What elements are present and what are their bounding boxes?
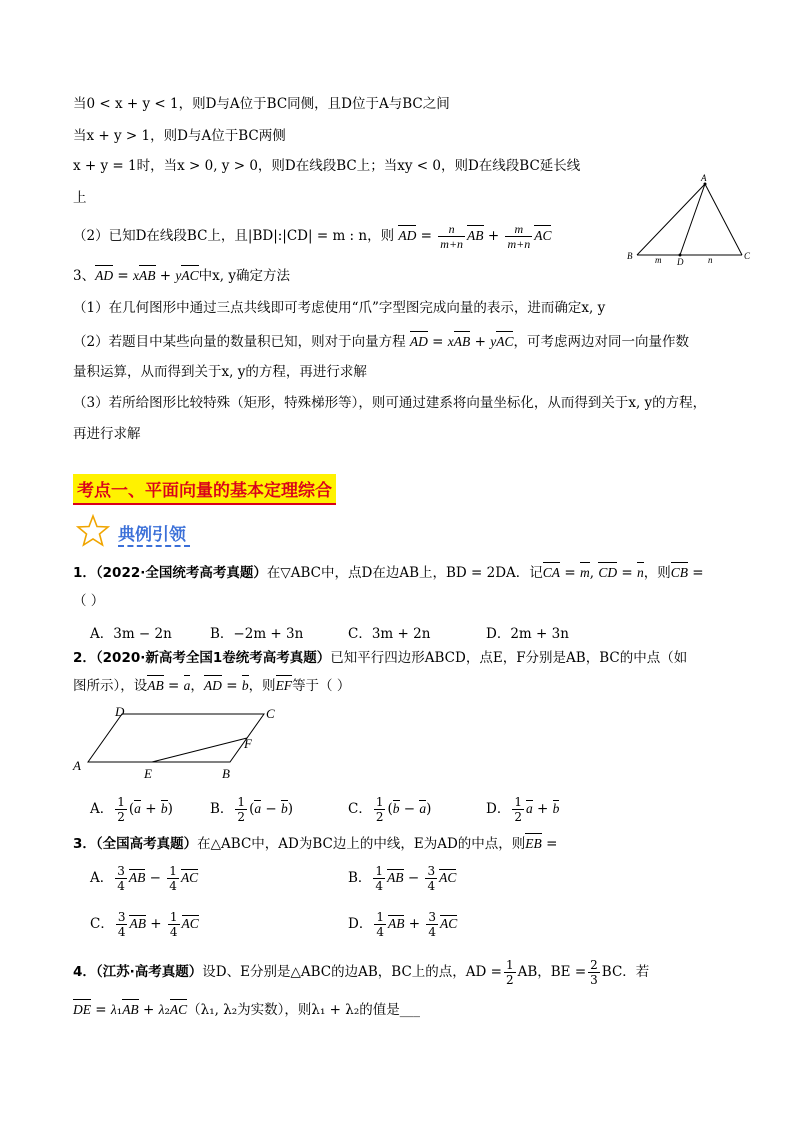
fraction: $\frac{m}{m+n}$ (507, 222, 531, 251)
intro-line-8: 量积运算，从而得到关于x, y的方程，再进行求解 (73, 364, 367, 380)
intro-line-7-text: （2）若题目中某些向量的数量积已知，则对于向量方程 (73, 334, 406, 350)
para-label-B: B (222, 766, 230, 781)
q1-paren: （ ） (73, 593, 105, 609)
vec-AD: AD (95, 266, 113, 286)
intro-line-7-suffix: ，可考虑两边对同一向量作数 (513, 334, 689, 350)
q2-source: （2020·新高考全国1卷统考高考真题） (95, 650, 331, 666)
q2-option-c[interactable]: C． $\frac{1}{2}$ (b − a) (348, 795, 432, 824)
intro-line-4-text: （2）已知D在线段BC上，且|BD|:|CD| = m : n，则 (73, 228, 395, 244)
q4-text: 设D、E分别是△ABC的边AB，BC上的点，AD = (202, 964, 502, 980)
fraction: $\frac{n}{m+n}$ (440, 222, 464, 251)
q2-number: 2． (73, 650, 96, 666)
question-2 (73, 648, 687, 668)
q3-option-a[interactable]: A． $\frac{3}{4}$ AB − $\frac{1}{4}$ AC (90, 864, 199, 893)
vec-AC: AC (534, 226, 551, 246)
q2-text2: 图所示），设 (73, 678, 148, 694)
q4-text2: AB，BE = (517, 964, 587, 980)
q1-text: 在▽ABC中，点D在边AB上，BD = 2DA．记 (266, 565, 543, 581)
intro-line-3b: 上 (73, 190, 87, 206)
intro-line-5-suffix: 中x, y确定方法 (198, 268, 290, 284)
q1-text2: ，则 (643, 565, 671, 581)
example-title: 典例引领 (118, 525, 186, 545)
intro-line-10: 再进行求解 (73, 426, 141, 442)
section-title: 考点一、平面向量的基本定理综合 (73, 474, 336, 505)
question-2-line2: 图所示），设AB = a，AD = b，则EF等于（ ） (73, 678, 351, 694)
vec-AB: AB (454, 332, 471, 352)
q2-text4: 等于（ ） (292, 678, 351, 694)
vec-AD: AD (410, 332, 428, 352)
para-label-F: F (244, 736, 252, 751)
vec-AC: AC (496, 332, 513, 352)
para-label-A: A (73, 758, 81, 773)
intro-line-5: 3、AD = xAB + yAC中x, y确定方法 (73, 268, 290, 284)
q3-option-d[interactable]: D． $\frac{1}{4}$ AB + $\frac{3}{4}$ AC (348, 910, 458, 939)
vec-AC: AC (181, 266, 198, 286)
q2-option-b[interactable]: B． $\frac{1}{2}$ (a − b) (210, 795, 294, 824)
question-4: 4．（江苏·高考真题）设D、E分别是△ABC的边AB，BC上的点，AD = $\frac{1}{2}$ AB，BE = $\frac{2}{3}$ BC．若 (73, 958, 650, 987)
intro-line-6: （1）在几何图形中通过三点共线即可考虑使用“爪”字型图完成向量的表示，进而确定x, y (73, 300, 606, 316)
intro-line-9: （3）若所给图形比较特殊（矩形，特殊梯形等），则可通过建系将向量坐标化，从而得到关于x, y的方程， (73, 395, 707, 411)
q2-text: 已知平行四边形ABCD，点E，F分别是AB，BC的中点（如 (330, 650, 688, 666)
triangle-label-n: n (708, 255, 713, 265)
q3-source: （全国高考真题） (95, 836, 198, 852)
intro-line-7: （2）若题目中某些向量的数量积已知，则对于向量方程 AD = xAB + yAC，可考虑两边对同一向量作数 (73, 334, 689, 350)
triangle-label-C: C (744, 251, 751, 261)
parallelogram-figure (70, 700, 290, 782)
question-4-line2: DE = λ₁AB + λ₂AC（λ₁, λ₂为实数），则λ₁ + λ₂的值是___ (73, 1002, 420, 1018)
intro-line-1: 当0 < x + y < 1，则D与A位于BC同侧，且D位于A与BC之间 (73, 96, 450, 112)
question-1: 1．（2022·全国统考高考真题）在▽ABC中，点D在边AB上，BD = 2DA．记CA = m, CD = n，则CB = (73, 565, 704, 581)
q3-number: 3． (73, 836, 96, 852)
question-3: 3．（全国高考真题）在△ABC中，AD为BC边上的中线，E为AD的中点，则EB = (73, 836, 558, 852)
q4-text3: BC．若 (601, 964, 650, 980)
q4-number: 4． (73, 964, 96, 980)
para-label-D: D (115, 704, 125, 719)
star-icon (76, 514, 110, 548)
q4-text4: （λ₁, λ₂为实数），则λ₁ + λ₂的值是___ (187, 1002, 420, 1018)
q2-text3: ，则 (248, 678, 276, 694)
q3-text: 在△ABC中，AD为BC边上的中线，E为AD的中点，则 (197, 836, 526, 852)
q3-option-c[interactable]: C． $\frac{3}{4}$ AB + $\frac{1}{4}$ AC (90, 910, 199, 939)
intro-line-4: （2）已知D在线段BC上，且|BD|:|CD| = m : n，则 AD = $\frac{n}{m+n}$ AB + $\frac{m}{m+n}$ AC (73, 222, 552, 251)
triangle-label-m: m (655, 255, 662, 265)
triangle-label-B: B (627, 251, 633, 261)
q3-option-b[interactable]: B． $\frac{1}{4}$ AB − $\frac{3}{4}$ AC (348, 864, 457, 893)
intro-line-2: 当x + y > 1，则D与A位于BC两侧 (73, 128, 286, 144)
q1-option-c[interactable]: C．3m + 2n (348, 626, 431, 642)
example-underline (118, 545, 190, 547)
vec-AD: AD (398, 226, 416, 246)
q2-option-d[interactable]: D． $\frac{1}{2}$ a + b (486, 795, 560, 824)
q1-option-a[interactable]: A．3m − 2n (90, 626, 172, 642)
q1-number: 1． (73, 565, 96, 581)
triangle-label-A: A (701, 173, 707, 183)
intro-line-3: x + y = 1时，当x > 0, y > 0，则D在线段BC上；当xy < 0，则D在线段BC延长线 (73, 158, 581, 174)
q1-option-b[interactable]: B．−2m + 3n (210, 626, 304, 642)
intro-line-5-prefix: 3、 (73, 268, 96, 284)
q4-source: （江苏·高考真题） (95, 964, 203, 980)
q1-source: （2022·全国统考高考真题） (95, 565, 267, 581)
q2-option-a[interactable]: A． $\frac{1}{2}$ (a + b) (90, 795, 173, 824)
vec-AB: AB (467, 226, 484, 246)
triangle-label-D: D (677, 257, 684, 267)
triangle-figure (620, 172, 755, 267)
vec-AB: AB (139, 266, 156, 286)
q1-option-d[interactable]: D．2m + 3n (486, 626, 569, 642)
para-label-C: C (266, 706, 275, 721)
para-label-E: E (144, 766, 152, 781)
